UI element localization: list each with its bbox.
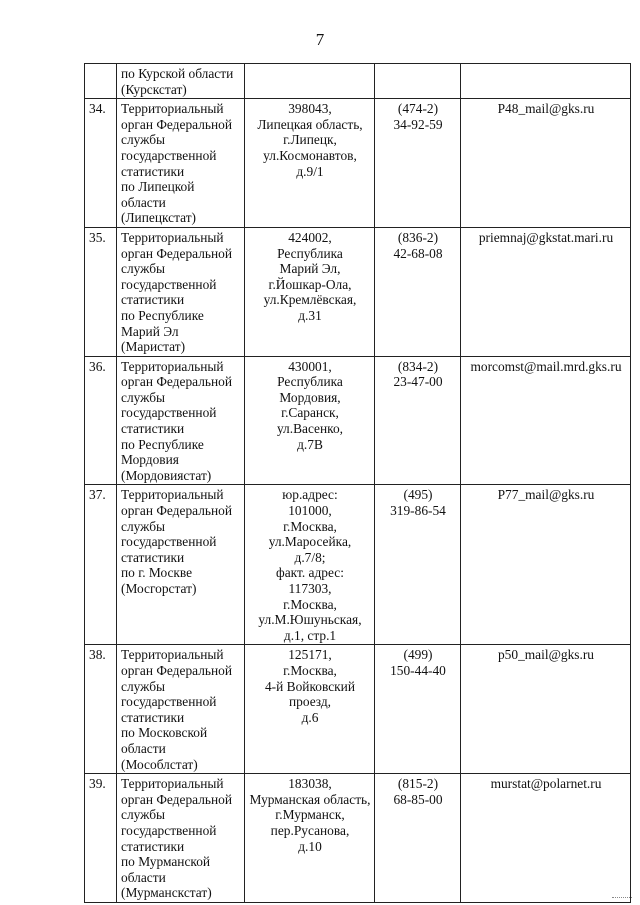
organization-name <box>117 64 245 99</box>
phone-number-line: (815-2) <box>397 776 439 792</box>
table-row <box>85 485 631 645</box>
phone-number <box>375 645 461 774</box>
email-address: murstat@polarnet.ru <box>461 774 631 903</box>
organization-name-line: статистики <box>121 549 185 565</box>
phone-number <box>375 227 461 356</box>
postal-address <box>245 774 375 903</box>
phone-number-line: 23-47-00 <box>393 374 443 390</box>
row-number: 36. <box>85 356 117 485</box>
phone-number-line: 150-44-40 <box>390 662 446 678</box>
postal-address-line: г.Мурманск, <box>275 807 345 823</box>
row-number: 38. <box>85 645 117 774</box>
postal-address <box>245 227 375 356</box>
postal-address <box>245 99 375 228</box>
scan-edge-mark <box>612 897 632 901</box>
postal-address-line: ул.Васенко, <box>276 421 344 437</box>
postal-address-line: д.10 <box>298 838 322 854</box>
postal-address-line: 183038, <box>288 776 332 792</box>
organization-name-line: по Республике <box>121 307 204 323</box>
postal-address-line: 125171, <box>288 647 332 663</box>
table-row <box>85 645 631 774</box>
organization-name <box>117 645 245 774</box>
postal-address-line: д.7В <box>297 436 323 452</box>
row-number: 39. <box>85 774 117 903</box>
organization-name-line: (Маристат) <box>121 339 186 355</box>
table-row <box>85 774 631 903</box>
email-address: P77_mail@gks.ru <box>461 485 631 645</box>
postal-address-line: Марий Эл, <box>279 261 341 277</box>
organization-name-line: по г. Москве <box>121 565 193 581</box>
organization-name-line: статистики <box>121 709 185 725</box>
phone-number-line: 68-85-00 <box>393 791 443 807</box>
table-row <box>85 64 631 99</box>
organization-name-line: (Мурманскстат) <box>121 885 212 901</box>
phone-number <box>375 99 461 228</box>
postal-address-line: 398043, <box>288 101 332 117</box>
postal-address <box>245 645 375 774</box>
postal-address-line: г.Саранск, <box>281 405 339 421</box>
phone-number-line: 34-92-59 <box>393 116 443 132</box>
organization-name-line: Территориальный <box>121 101 224 117</box>
organization-name-line: государственной <box>121 822 217 838</box>
postal-address-line: д.31 <box>298 307 322 323</box>
postal-address-line: г.Москва, <box>283 518 337 534</box>
organization-name-line: государственной <box>121 534 217 550</box>
organization-name-line: службы <box>121 261 166 277</box>
phone-number-line: (836-2) <box>397 229 439 245</box>
organization-name-line: (Курскстат) <box>121 81 187 97</box>
postal-address-line: д.1, стр.1 <box>283 627 337 643</box>
postal-address-line: г.Москва, <box>283 662 337 678</box>
email-address: priemnaj@gkstat.mari.ru <box>461 227 631 356</box>
organization-name-line: орган Федеральной <box>121 503 233 519</box>
postal-address-line: ул.Космонавтов, <box>263 147 357 163</box>
postal-address-line: г.Москва, <box>283 596 337 612</box>
postal-address-line: Липецкая область, <box>257 116 363 132</box>
organization-name-line: орган Федеральной <box>121 374 233 390</box>
postal-address-line: Мурманская область, <box>249 791 371 807</box>
postal-address-line: 4-й Войковский <box>264 678 355 694</box>
organization-name-line: по Мурманской <box>121 854 211 870</box>
organization-name-line: Марий Эл <box>121 323 179 339</box>
organization-name-line: Территориальный <box>121 487 224 503</box>
organization-name <box>117 356 245 485</box>
phone-number <box>375 485 461 645</box>
organization-name-line: статистики <box>121 838 185 854</box>
postal-address <box>245 356 375 485</box>
postal-address-line: 117303, <box>288 581 332 596</box>
postal-address-line: юр.адрес: <box>282 487 338 503</box>
email-address: P48_mail@gks.ru <box>461 99 631 228</box>
postal-address-line: 430001, <box>288 358 332 374</box>
organization-name-line: области <box>121 869 166 885</box>
postal-address-line: д.6 <box>301 709 319 725</box>
postal-address-line: Республика <box>277 374 343 390</box>
postal-address <box>245 485 375 645</box>
organization-name-line: (Липецкстат) <box>121 210 197 226</box>
table-body <box>85 64 631 903</box>
organization-name-line: службы <box>121 678 166 694</box>
postal-address <box>245 64 375 99</box>
row-number: 35. <box>85 227 117 356</box>
organization-name-line: Территориальный <box>121 358 224 374</box>
phone-number-line: (834-2) <box>397 358 439 374</box>
organization-name-line: статистики <box>121 421 185 437</box>
organization-name-line: государственной <box>121 405 217 421</box>
phone-number-line: (495) <box>403 487 433 503</box>
organization-name-line: по Курской области <box>121 66 234 81</box>
statistics-offices-table <box>84 63 631 903</box>
email-address: morcomst@mail.mrd.gks.ru <box>461 356 631 485</box>
row-number: 34. <box>85 99 117 228</box>
organization-name-line: (Мордовиястат) <box>121 467 212 483</box>
postal-address-line: ул.Маросейка, <box>268 534 352 550</box>
organization-name <box>117 485 245 645</box>
organization-name <box>117 99 245 228</box>
phone-number <box>375 64 461 99</box>
organization-name-line: по Липецкой <box>121 179 195 195</box>
organization-name-line: Мордовия <box>121 452 179 468</box>
organization-name-line: государственной <box>121 694 217 710</box>
postal-address-line: ул.Кремлёвская, <box>263 292 357 308</box>
organization-name <box>117 227 245 356</box>
organization-name-line: орган Федеральной <box>121 245 233 261</box>
postal-address-line: пер.Русанова, <box>270 822 350 838</box>
organization-name-line: статистики <box>121 292 185 308</box>
organization-name-line: службы <box>121 132 166 148</box>
organization-name-line: орган Федеральной <box>121 116 233 132</box>
table-row <box>85 227 631 356</box>
postal-address-line: г.Йошкар-Ола, <box>268 276 352 292</box>
organization-name-line: (Мособлстат) <box>121 756 198 772</box>
organization-name-line: орган Федеральной <box>121 662 233 678</box>
row-number <box>85 64 117 99</box>
postal-address-line: Республика <box>277 245 343 261</box>
organization-name-line: службы <box>121 389 166 405</box>
phone-number <box>375 774 461 903</box>
organization-name-line: по Московской <box>121 725 208 741</box>
postal-address-line: проезд, <box>288 694 332 710</box>
phone-number <box>375 356 461 485</box>
organization-name-line: области <box>121 740 166 756</box>
organization-name-line: орган Федеральной <box>121 791 233 807</box>
postal-address-line: 101000, <box>288 503 332 519</box>
organization-name-line: государственной <box>121 276 217 292</box>
organization-name-line: Территориальный <box>121 647 224 663</box>
postal-address-line: г.Липецк, <box>283 132 337 148</box>
organization-name-line: государственной <box>121 147 217 163</box>
postal-address-line: ул.М.Юшуньская, <box>258 612 362 628</box>
organization-name-line: Территориальный <box>121 229 224 245</box>
organization-name-line: области <box>121 194 166 210</box>
organization-name-line: службы <box>121 518 166 534</box>
row-number: 37. <box>85 485 117 645</box>
postal-address-line: д.7/8; <box>294 549 326 565</box>
table-row <box>85 356 631 485</box>
phone-number-line: 42-68-08 <box>393 245 443 261</box>
phone-number-line: (474-2) <box>397 101 439 117</box>
table-row <box>85 99 631 228</box>
organization-name-line: (Мосгорстат) <box>121 581 197 596</box>
organization-name <box>117 774 245 903</box>
page-number: 7 <box>315 30 325 49</box>
email-address: p50_mail@gks.ru <box>461 645 631 774</box>
organization-name-line: статистики <box>121 163 185 179</box>
phone-number-line: (499) <box>403 647 433 663</box>
postal-address-line: факт. адрес: <box>276 565 344 581</box>
postal-address-line: д.9/1 <box>296 163 324 179</box>
organization-name-line: Территориальный <box>121 776 224 792</box>
organization-name-line: службы <box>121 807 166 823</box>
postal-address-line: Мордовия, <box>279 389 341 405</box>
organization-name-line: по Республике <box>121 436 204 452</box>
postal-address-line: 424002, <box>288 229 332 245</box>
phone-number-line: 319-86-54 <box>390 503 446 519</box>
email-address <box>461 64 631 99</box>
